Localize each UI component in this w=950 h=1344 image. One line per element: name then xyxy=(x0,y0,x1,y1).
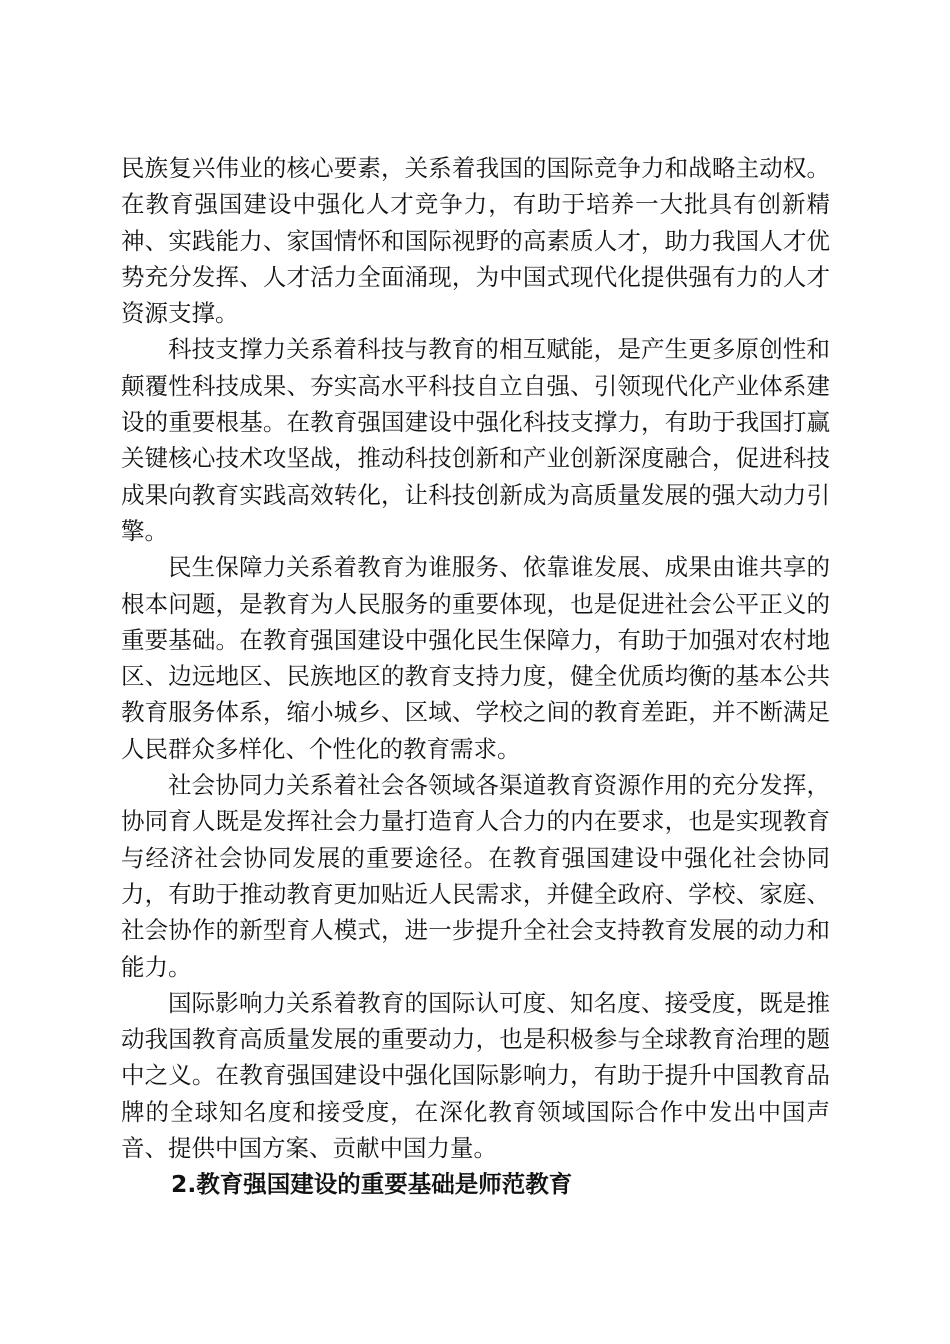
paragraph-social-synergy: 社会协同力关系着社会各领域各渠道教育资源作用的充分发挥，协同育人既是发挥社会力量打造育人合力的内在要求，也是实现教育与经济社会协同发展的重要途径。在教育强国建设中强化社会协同力，有助于推动教育更加贴近人民需求，并健全政府、学校、家庭、社会协作的新型育人模式，进一步提升全社会支持教育发展的动力和能力。 xyxy=(121,771,830,981)
paragraph-international-influence: 国际影响力关系着教育的国际认可度、知名度、接受度，既是推动我国教育高质量发展的重要动力，也是积极参与全球教育治理的题中之义。在教育强国建设中强化国际影响力，有助于提升中国教育品牌的全球知名度和接受度，在深化教育领域国际合作中发出中国声音、提供中国方案、贡献中国力量。 xyxy=(121,988,830,1163)
paragraph-tech-support: 科技支撑力关系着科技与教育的相互赋能，是产生更多原创性和颠覆性科技成果、夯实高水平科技自立自强、引领现代化产业体系建设的重要根基。在教育强国建设中强化科技支撑力，有助于我国打赢关键核心技术攻坚战，推动科技创新和产业创新深度融合，促进科技成果向教育实践高效转化，让科技创新成为高质量发展的强大动力引擎。 xyxy=(121,335,830,545)
paragraph-talent-competitiveness-continued: 民族复兴伟业的核心要素，关系着我国的国际竞争力和战略主动权。在教育强国建设中强化人才竞争力，有助于培养一大批具有创新精神、实践能力、家国情怀和国际视野的高素质人才，助力我国人才优势充分发挥、人才活力全面涌现，为中国式现代化提供强有力的人才资源支撑。 xyxy=(121,154,830,328)
section-heading: 2.教育强国建设的重要基础是师范教育 xyxy=(171,1170,573,1199)
paragraph-livelihood-security: 民生保障力关系着教育为谁服务、依靠谁发展、成果由谁共享的根本问题，是教育为人民服务的重要体现，也是促进社会公平正义的重要基础。在教育强国建设中强化民生保障力，有助于加强对农村地区、边远地区、民族地区的教育支持力度，健全优质均衡的基本公共教育服务体系，缩小城乡、区域、学校之间的教育差距，并不断满足人民群众多样化、个性化的教育需求。 xyxy=(121,553,830,763)
document-body xyxy=(121,150,830,1203)
